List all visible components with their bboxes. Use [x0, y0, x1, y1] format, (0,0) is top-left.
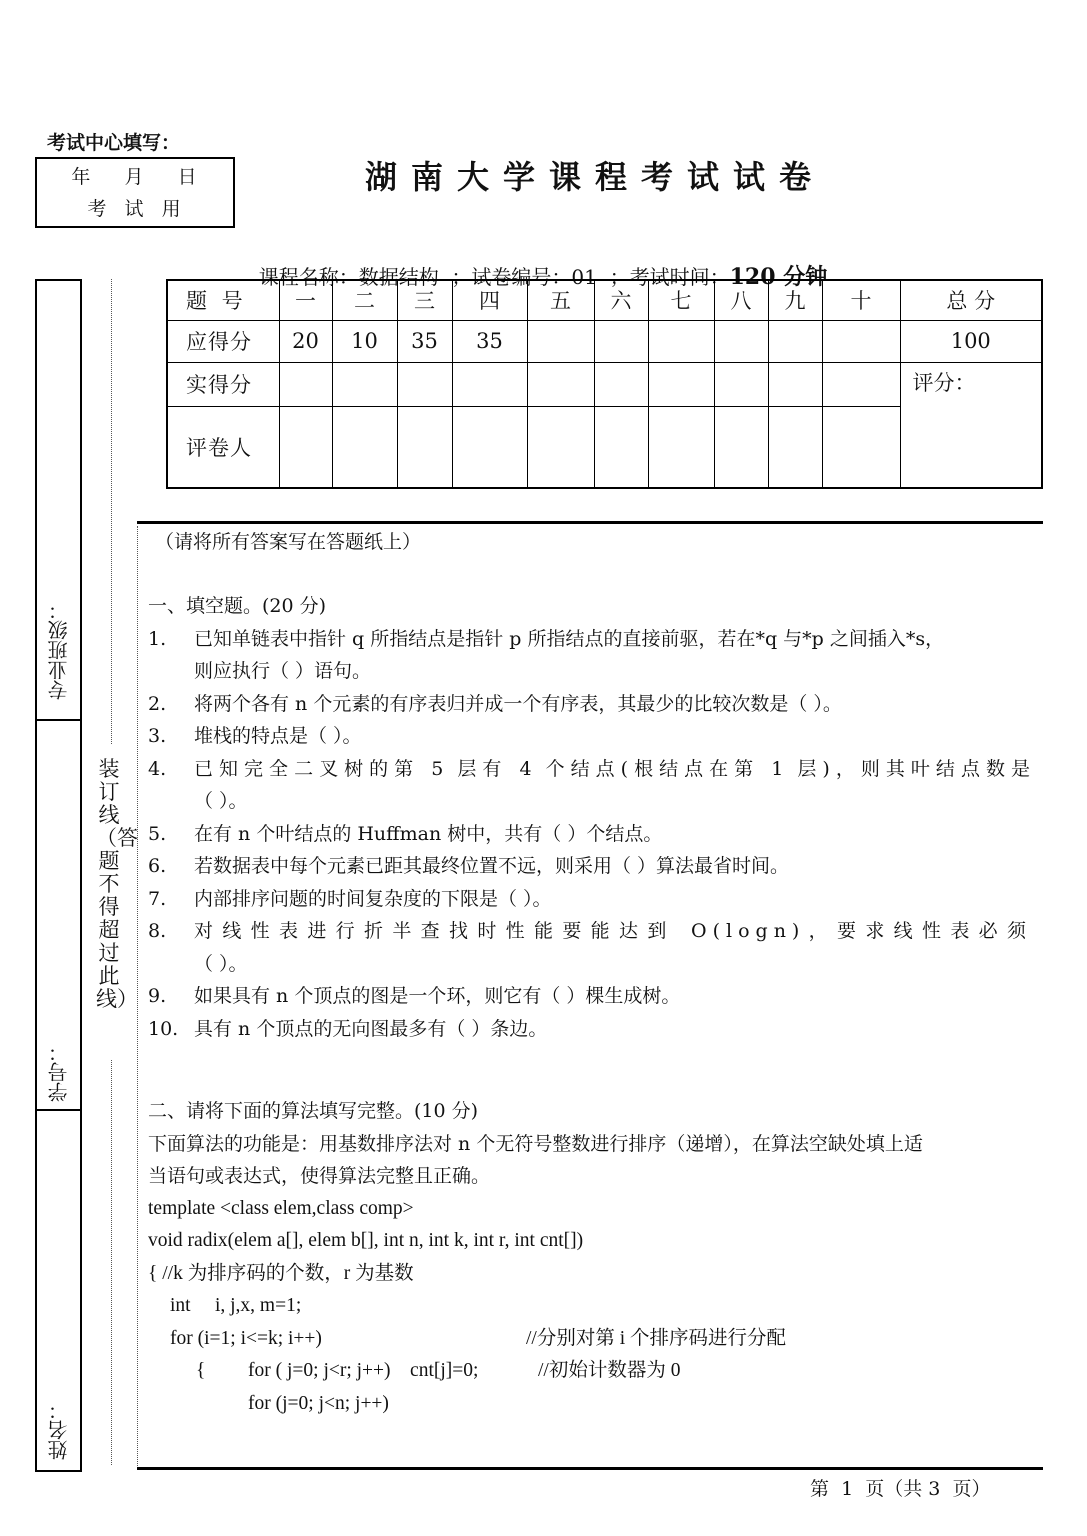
student-id-label: 学号：	[47, 1042, 71, 1102]
actual-cell[interactable]	[279, 362, 332, 406]
grader-cell[interactable]	[397, 406, 452, 488]
grader-cell[interactable]	[594, 406, 648, 488]
expected-4: 35	[452, 320, 527, 362]
col-5: 五	[527, 280, 594, 320]
section1	[148, 590, 1032, 1045]
q6-text: 若数据表中每个元素已距其最终位置不远，则采用（ ）算法最省时间。	[194, 855, 790, 877]
code-line-2: void radix(elem a[], elem b[], int n, int k, int r, int cnt[])	[148, 1230, 584, 1251]
expected-total: 100	[900, 320, 1042, 362]
major-class-label: 专业班级：	[47, 600, 71, 700]
q5-text: 在有 n 个叶结点的 Huffman 树中，共有（ ）个结点。	[194, 822, 663, 845]
score-cell[interactable]	[900, 362, 1042, 488]
grader-label: 评卷人	[167, 406, 279, 488]
score-table	[166, 279, 1043, 489]
col-10: 十	[822, 280, 900, 320]
use-line: 考 试 用	[87, 197, 183, 220]
q8-text-cont: （ ）。	[194, 952, 248, 975]
q1-text: 已知单链表中指针 q 所指结点是指针 p 所指结点的直接前驱，若在*q 与*p 之间插入*s，	[194, 627, 945, 650]
exam-time: 120 分钟	[729, 264, 828, 290]
grader-cell[interactable]	[332, 406, 397, 488]
col-4: 四	[452, 280, 527, 320]
code-line-5-statement: for (i=1; i<=k; i++)	[170, 1327, 322, 1349]
page-title: 湖南大学课程考试试卷	[365, 158, 826, 196]
actual-cell[interactable]	[714, 362, 768, 406]
actual-cell[interactable]	[768, 362, 822, 406]
code-line-7: for (j=0; j<n; j++)	[248, 1392, 389, 1414]
q10-number: 10.	[148, 1017, 179, 1040]
binding-dotted-line-top	[111, 279, 112, 744]
binding-dotted-line-bottom	[111, 1060, 112, 1465]
expected-score-label: 应得分	[167, 320, 279, 362]
q5-number: 5.	[148, 822, 167, 845]
col-9: 九	[768, 280, 822, 320]
actual-score-label: 实得分	[167, 362, 279, 406]
content-left-dotted	[137, 526, 138, 1466]
code-line-6	[148, 1355, 1038, 1388]
grader-cell[interactable]	[648, 406, 714, 488]
section1-title: 一、填空题。(20 分)	[148, 595, 327, 617]
code-line-6-comment: //初始计数器为 0	[538, 1360, 681, 1381]
score-label: 评分：	[912, 370, 976, 395]
expected-3: 35	[397, 320, 452, 362]
code-line-1: template <class elem,class comp>	[148, 1197, 414, 1219]
expected-5	[527, 320, 594, 362]
q2-text: 将两个各有 n 个元素的有序表归并成一个有序表，其最少的比较次数是（ ）。	[194, 692, 842, 715]
content-top-rule	[137, 521, 1043, 524]
code-line-6-brace: {	[196, 1360, 206, 1381]
code-line-5-comment: //分别对第 i 个排序码进行分配	[526, 1327, 787, 1349]
code-line-4: int i, j,x, m=1;	[170, 1295, 302, 1316]
actual-cell[interactable]	[452, 362, 527, 406]
grader-cell[interactable]	[279, 406, 332, 488]
q9-text: 如果具有 n 个顶点的图是一个环，则它有（ ）棵生成树。	[194, 985, 681, 1007]
actual-cell[interactable]	[397, 362, 452, 406]
grader-cell[interactable]	[714, 406, 768, 488]
exam-center-label: 考试中心填写：	[47, 132, 181, 154]
col-1: 一	[279, 280, 332, 320]
page-footer: 第 1 页（共 3 页）	[810, 1478, 991, 1500]
actual-cell[interactable]	[648, 362, 714, 406]
section2	[148, 1095, 1038, 1420]
instruction: （请将所有答案写在答题纸上）	[155, 531, 422, 553]
actual-cell[interactable]	[527, 362, 594, 406]
course-info-text: 课程名称：数据结构 ；试卷编号：01 ；考试时间：	[258, 265, 730, 289]
section2-desc: 下面算法的功能是：用基数排序法对 n 个无符号整数进行排序（递增），在算法空缺处填上适	[148, 1132, 923, 1155]
grader-cell[interactable]	[452, 406, 527, 488]
q4-text: 已知完全二叉树的第 5 层有 4 个结点(根结点在第 1 层)，则其叶结点数是	[194, 757, 1032, 780]
expected-2: 10	[332, 320, 397, 362]
code-line-5	[148, 1323, 1038, 1356]
col-8: 八	[714, 280, 768, 320]
expected-8	[714, 320, 768, 362]
actual-cell[interactable]	[594, 362, 648, 406]
expected-9	[768, 320, 822, 362]
grader-cell[interactable]	[822, 406, 900, 488]
col-2: 二	[332, 280, 397, 320]
content-bottom-rule	[137, 1467, 1043, 1470]
q1-text-cont: 则应执行（ ）语句。	[194, 660, 372, 682]
section2-title: 二、请将下面的算法填写完整。(10 分)	[148, 1100, 479, 1122]
grader-cell[interactable]	[768, 406, 822, 488]
actual-cell[interactable]	[332, 362, 397, 406]
code-line-3: { //k 为排序码的个数，r 为基数	[148, 1262, 414, 1284]
total-label: 总 分	[900, 280, 1042, 320]
q4-number: 4.	[148, 757, 167, 780]
expected-1: 20	[279, 320, 332, 362]
q8-text: 对线性表进行折半查找时性能要能达到 O(logn)，要求线性表必须	[194, 920, 1032, 942]
col-6: 六	[594, 280, 648, 320]
binding-line-label: 装订线（答题不得超过此线）	[96, 757, 138, 1011]
q3-number: 3.	[148, 725, 167, 747]
expected-6	[594, 320, 648, 362]
q3-text: 堆栈的特点是（ ）。	[194, 725, 362, 747]
question-number-label: 题 号	[167, 280, 279, 320]
col-7: 七	[648, 280, 714, 320]
code-line-6-statement: for ( j=0; j<r; j++) cnt[j]=0;	[248, 1360, 479, 1381]
student-name-label: 姓名：	[47, 1400, 71, 1460]
q10-text: 具有 n 个顶点的无向图最多有（ ）条边。	[194, 1017, 548, 1040]
q8-number: 8.	[148, 920, 167, 942]
q7-number: 7.	[148, 887, 167, 910]
q9-number: 9.	[148, 985, 167, 1007]
section2-desc-cont: 当语句或表达式，使得算法完整且正确。	[148, 1165, 491, 1187]
expected-10	[822, 320, 900, 362]
q6-number: 6.	[148, 855, 167, 877]
exam-date-box	[35, 157, 235, 228]
actual-cell[interactable]	[822, 362, 900, 406]
q1-number: 1.	[148, 627, 167, 650]
date-line: 年 月 日	[71, 165, 199, 188]
q7-text: 内部排序问题的时间复杂度的下限是（ ）。	[194, 887, 552, 910]
expected-7	[648, 320, 714, 362]
grader-cell[interactable]	[527, 406, 594, 488]
q4-text-cont: （ ）。	[194, 790, 248, 812]
col-3: 三	[397, 280, 452, 320]
q2-number: 2.	[148, 692, 167, 715]
